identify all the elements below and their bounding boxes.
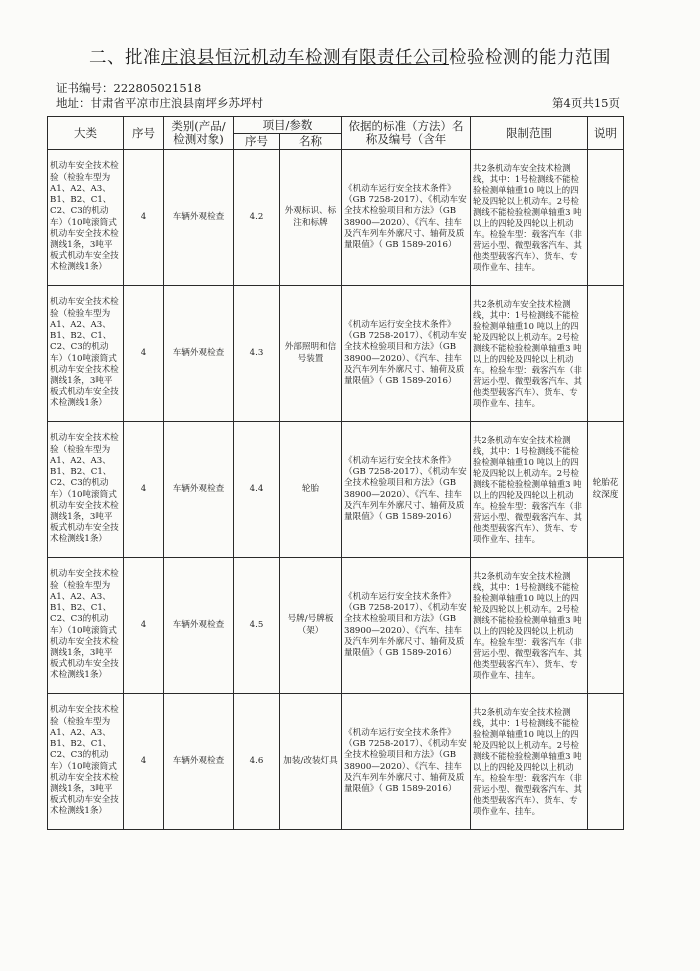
category-cell: 机动车安全技术检验（检验车型为A1、A2、A3、B1、B2、C1、C2、C3的机动车）（10吨滚筒式机动车安全技术检测线1条，3吨平板式机动车安全技术检测线1条）: [48, 150, 124, 286]
note-cell: [588, 286, 624, 422]
item-name-cell: 外观标识、标注和标牌: [280, 150, 342, 286]
standard-cell: 《机动车运行安全技术条件》（GB 7258-2017）、《机动车安全技术检验项目和方法》（GB 38900—2020）、《汽车、挂车及汽车列车外廓尺寸、轴荷及质量限值》（ GB 1589-2016）: [342, 694, 471, 830]
limit-cell: 共2条机动车安全技术检测线，其中：1号检测线不能检验检测单轴重10 吨以上的四轮及四轮以上机动车。2号检测线不能检验检测单轴重3 吨以上的四轮及四轮以上机动车。检验车型：载客汽车（非营运小型、微型载客汽车、其他类型载客汽车）、货车、专项作业车、挂车。: [471, 422, 588, 558]
table-row: [48, 694, 624, 830]
table-row: [48, 422, 624, 558]
seq-cell: 4: [124, 558, 164, 694]
item-seq-cell: 4.3: [234, 286, 280, 422]
header-category: 大类: [48, 117, 124, 150]
category-cell: 机动车安全技术检验（检验车型为A1、A2、A3、B1、B2、C1、C2、C3的机动车）（10吨滚筒式机动车安全技术检测线1条，3吨平板式机动车安全技术检测线1条）: [48, 558, 124, 694]
page-title: [0, 44, 700, 69]
item-seq-cell: 4.6: [234, 694, 280, 830]
limit-cell: 共2条机动车安全技术检测线，其中：1号检测线不能检验检测单轴重10 吨以上的四轮及四轮以上机动车。2号检测线不能检验检测单轴重3 吨以上的四轮及四轮以上机动车。检验车型：载客汽车（非营运小型、微型载客汽车、其他类型载客汽车）、货车、专项作业车、挂车。: [471, 558, 588, 694]
table-row: [48, 558, 624, 694]
note-cell: [588, 150, 624, 286]
standard-cell: 《机动车运行安全技术条件》（GB 7258-2017）、《机动车安全技术检验项目和方法》（GB 38900—2020）、《汽车、挂车及汽车列车外廓尺寸、轴荷及质量限值》（ GB 1589-2016）: [342, 422, 471, 558]
address: [56, 95, 263, 111]
table-row: [48, 286, 624, 422]
header-standard: 依据的标准（方法）名称及编号（含年: [342, 117, 471, 150]
item-seq-cell: 4.5: [234, 558, 280, 694]
type-cell: 车辆外观检查: [164, 286, 234, 422]
standard-cell: 《机动车运行安全技术条件》（GB 7258-2017）、《机动车安全技术检验项目和方法》（GB 38900—2020）、《汽车、挂车及汽车列车外廓尺寸、轴荷及质量限值》（ GB 1589-2016）: [342, 150, 471, 286]
header-item-seq: 序号: [234, 134, 280, 150]
header-seq: 序号: [124, 117, 164, 150]
type-cell: 车辆外观检查: [164, 422, 234, 558]
header-type: 类别(产品/检测对象): [164, 117, 234, 150]
note-cell: 轮胎花纹深度: [588, 422, 624, 558]
header-note: 说明: [588, 117, 624, 150]
note-cell: [588, 558, 624, 694]
item-seq-cell: 4.2: [234, 150, 280, 286]
item-seq-cell: 4.4: [234, 422, 280, 558]
title-suffix: 检验检测的能力范围: [449, 48, 611, 68]
category-cell: 机动车安全技术检验（检验车型为A1、A2、A3、B1、B2、C1、C2、C3的机动车）（10吨滚筒式机动车安全技术检测线1条，3吨平板式机动车安全技术检测线1条）: [48, 694, 124, 830]
header-item-group: 项目/参数: [234, 117, 342, 134]
item-name-cell: 外部照明和信号装置: [280, 286, 342, 422]
note-cell: [588, 694, 624, 830]
seq-cell: 4: [124, 422, 164, 558]
seq-cell: 4: [124, 150, 164, 286]
standard-cell: 《机动车运行安全技术条件》（GB 7258-2017）、《机动车安全技术检验项目和方法》（GB 38900—2020）、《汽车、挂车及汽车列车外廓尺寸、轴荷及质量限值》（ GB 1589-2016）: [342, 286, 471, 422]
header-limit: 限制范围: [471, 117, 588, 150]
header-item-name: 名称: [280, 134, 342, 150]
title-prefix: 二、批准: [89, 48, 161, 68]
item-name-cell: 号牌/号牌板（架）: [280, 558, 342, 694]
capability-table: [47, 116, 624, 830]
limit-cell: 共2条机动车安全技术检测线，其中：1号检测线不能检验检测单轴重10 吨以上的四轮及四轮以上机动车。2号检测线不能检验检测单轴重3 吨以上的四轮及四轮以上机动车。检验车型：载客汽车（非营运小型、微型载客汽车、其他类型载客汽车）、货车、专项作业车、挂车。: [471, 286, 588, 422]
item-name-cell: 加装/改装灯具: [280, 694, 342, 830]
page-number: 第4页共15页: [552, 96, 620, 110]
limit-cell: 共2条机动车安全技术检测线，其中：1号检测线不能检验检测单轴重10 吨以上的四轮及四轮以上机动车。2号检测线不能检验检测单轴重3 吨以上的四轮及四轮以上机动车。检验车型：载客汽车（非营运小型、微型载客汽车、其他类型载客汽车）、货车、专项作业车、挂车。: [471, 150, 588, 286]
title-organization: 庄浪县恒沅机动车检测有限责任公司: [161, 48, 449, 68]
seq-cell: 4: [124, 694, 164, 830]
table-row: [48, 150, 624, 286]
limit-cell: 共2条机动车安全技术检测线，其中：1号检测线不能检验检测单轴重10 吨以上的四轮及四轮以上机动车。2号检测线不能检验检测单轴重3 吨以上的四轮及四轮以上机动车。检验车型：载客汽车（非营运小型、微型载客汽车、其他类型载客汽车）、货车、专项作业车、挂车。: [471, 694, 588, 830]
item-name-cell: 轮胎: [280, 422, 342, 558]
cert-label: 证书编号：: [56, 81, 114, 95]
category-cell: 机动车安全技术检验（检验车型为A1、A2、A3、B1、B2、C1、C2、C3的机动车）（10吨滚筒式机动车安全技术检测线1条，3吨平板式机动车安全技术检测线1条）: [48, 286, 124, 422]
certificate-number: [56, 80, 201, 96]
address-label: 地址：: [56, 96, 91, 110]
address-value: 甘肃省平凉市庄浪县南坪乡苏坪村: [90, 96, 263, 110]
type-cell: 车辆外观检查: [164, 558, 234, 694]
category-cell: 机动车安全技术检验（检验车型为A1、A2、A3、B1、B2、C1、C2、C3的机动车）（10吨滚筒式机动车安全技术检测线1条，3吨平板式机动车安全技术检测线1条）: [48, 422, 124, 558]
cert-value: 222805021518: [113, 81, 202, 95]
type-cell: 车辆外观检查: [164, 150, 234, 286]
standard-cell: 《机动车运行安全技术条件》（GB 7258-2017）、《机动车安全技术检验项目和方法》（GB 38900—2020）、《汽车、挂车及汽车列车外廓尺寸、轴荷及质量限值》（ GB 1589-2016）: [342, 558, 471, 694]
type-cell: 车辆外观检查: [164, 694, 234, 830]
seq-cell: 4: [124, 286, 164, 422]
